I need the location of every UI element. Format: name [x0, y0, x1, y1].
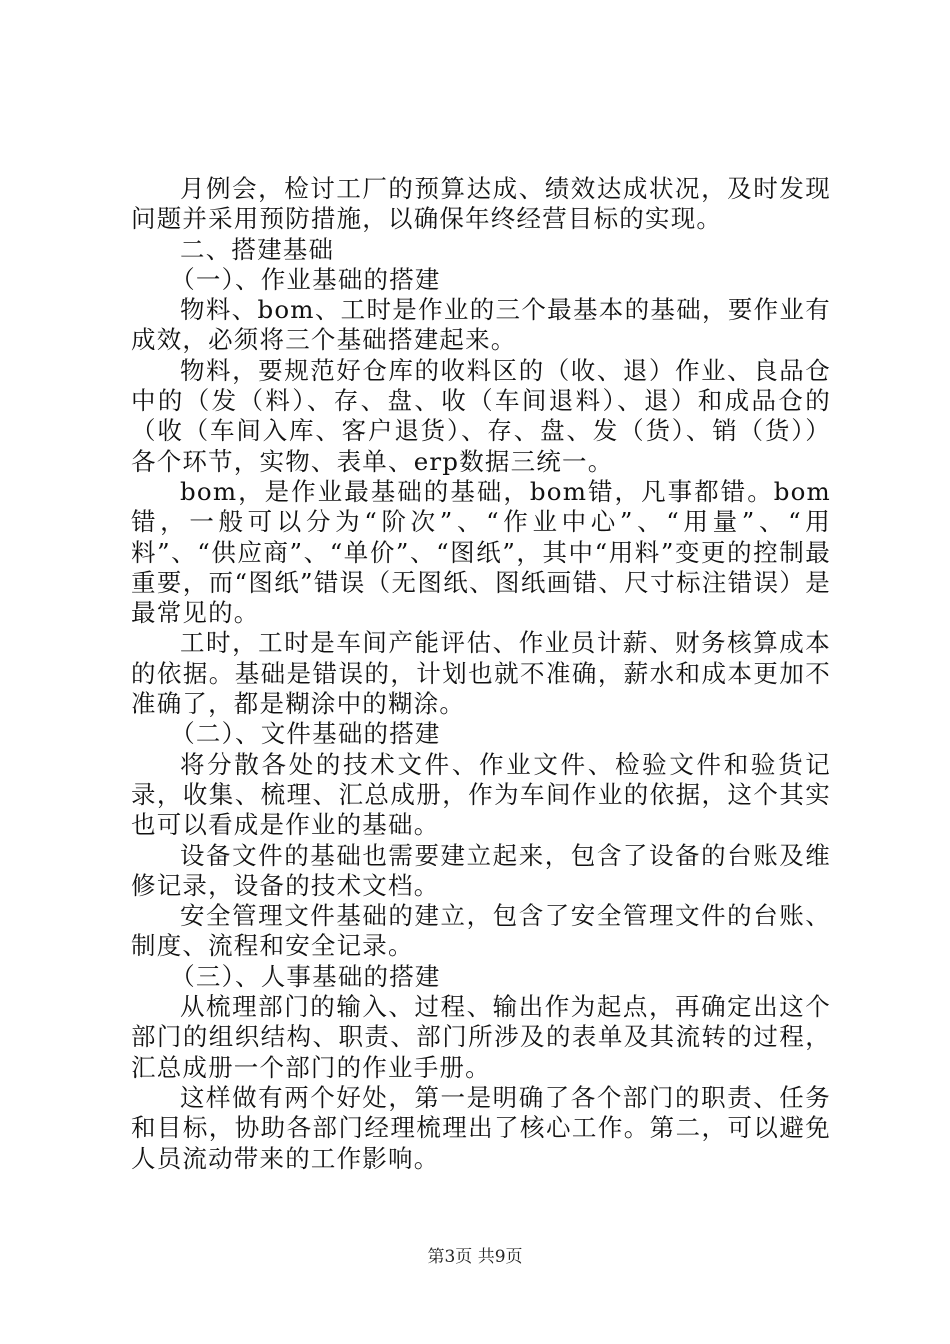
- paragraph: bom，是作业最基础的基础，bom错，凡事都错。bom错，一般可以分为“阶次”、“作业中心”、“用量”、“用料”、“供应商”、“单价”、“图纸”，其中“用料”变更的控制最重要，而“图纸”错误（无图纸、图纸画错、尺寸标注错误）是最常见的。: [131, 476, 831, 628]
- paragraph: 这样做有两个好处，第一是明确了各个部门的职责、任务和目标，协助各部门经理梳理出了核心工作。第二，可以避免人员流动带来的工作影响。: [131, 1082, 831, 1173]
- paragraph: 安全管理文件基础的建立，包含了安全管理文件的台账、制度、流程和安全记录。: [131, 901, 831, 961]
- subsection-heading: （一）、作业基础的搭建: [170, 264, 441, 294]
- page-footer: [0, 1242, 950, 1267]
- paragraph: 设备文件的基础也需要建立起来，包含了设备的台账及维修记录，设备的技术文档。: [131, 840, 831, 900]
- page-number: 第3页 共9页: [427, 1247, 523, 1267]
- subsection-heading: （二）、文件基础的搭建: [170, 719, 441, 749]
- document-body: [131, 174, 831, 1174]
- paragraph: 物料、bom、工时是作业的三个最基本的基础，要作业有成效，必须将三个基础搭建起来。: [131, 295, 831, 355]
- paragraph: 月例会，检讨工厂的预算达成、绩效达成状况，及时发现问题并采用预防措施，以确保年终经营目标的实现。: [131, 174, 831, 234]
- subsection-heading: （三）、人事基础的搭建: [170, 961, 441, 991]
- paragraph: 物料，要规范好仓库的收料区的（收、退）作业、良品仓中的（发（料）、存、盘、收（车间退料）、退）和成品仓的（收（车间入库、客户退货）、存、盘、发（货）、销（货））各个环节，实物、表单、erp数据三统一。: [131, 355, 831, 476]
- paragraph: 从梳理部门的输入、过程、输出作为起点，再确定出这个部门的组织结构、职责、部门所涉及的表单及其流转的过程，汇总成册一个部门的作业手册。: [131, 992, 831, 1082]
- section-heading: 二、搭建基础: [180, 234, 335, 264]
- paragraph: 将分散各处的技术文件、作业文件、检验文件和验货记录，收集、梳理、汇总成册，作为车间作业的依据，这个其实也可以看成是作业的基础。: [131, 749, 831, 840]
- paragraph: 工时，工时是车间产能评估、作业员计薪、财务核算成本的依据。基础是错误的，计划也就不准确，薪水和成本更加不准确了，都是糊涂中的糊涂。: [131, 628, 831, 719]
